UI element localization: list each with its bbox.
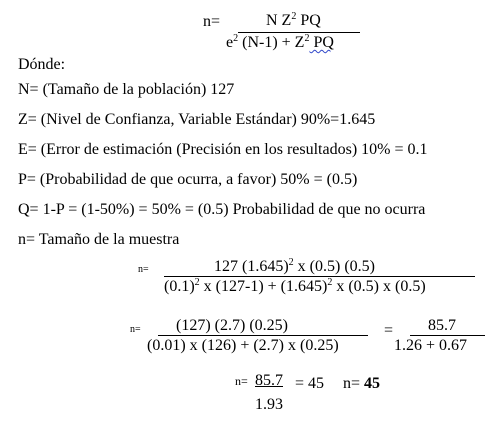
step2-lhs: n= — [130, 324, 141, 335]
definition-sample-size: n= Tamaño de la muestra — [18, 231, 180, 248]
step3-equals-value: = 45 — [295, 375, 325, 392]
formula-lhs: n= — [203, 13, 221, 30]
definition-n: N= (Tamaño de la población) 127 — [18, 81, 235, 98]
formula-denominator: $e^2$ $(N-1) + Z^2$ PQ — [226, 33, 334, 51]
definition-z: Z= (Nivel de Confianza, Variable Estándar) 90%=1.645 — [18, 111, 376, 128]
step1-lhs: n= — [138, 264, 149, 275]
step2-equals: = — [384, 322, 394, 339]
step3-numerator: 85.7 — [255, 372, 283, 389]
formula-numerator: N $Z^2$ PQ — [266, 11, 321, 29]
definition-p: P= (Probabilidad de que ocurra, a favor) 50% = (0.5) — [18, 171, 358, 188]
step3-final-value: 45 — [364, 375, 380, 392]
definition-e: E= (Error de estimación (Precisión en los resultados) 10% = 0.1 — [18, 141, 428, 158]
formula-fraction-bar — [238, 32, 360, 33]
definition-q: Q= 1-P = (1-50%) = 50% = (0.5) Probabilidad de que no ocurra — [18, 201, 426, 218]
step3-final-label: n= — [343, 375, 361, 392]
step1-fraction-bar-mid — [214, 276, 384, 277]
step2-result-numerator: 85.7 — [428, 317, 456, 334]
step2-result-denominator: 1.26 + 0.67 — [394, 337, 468, 354]
step2-numerator: (127) (2.7) (0.25) — [176, 317, 288, 334]
step3-denominator: 1.93 — [255, 396, 283, 413]
step3-lhs: n= — [235, 374, 248, 388]
step1-fraction-bar-left — [164, 276, 214, 277]
donde-label: Dónde: — [18, 56, 66, 73]
step1-denominator: $(0.1)^2$ x $(127-1) + (1.645)^2$ x (0.5) x (0.5) — [164, 277, 426, 295]
step1-numerator: 127 $(1.645)^2$ x (0.5) (0.5) — [214, 257, 375, 275]
step2-denominator: (0.01) x (126) + (2.7) x (0.25) — [147, 337, 339, 354]
step1-fraction-bar-right — [384, 276, 475, 277]
